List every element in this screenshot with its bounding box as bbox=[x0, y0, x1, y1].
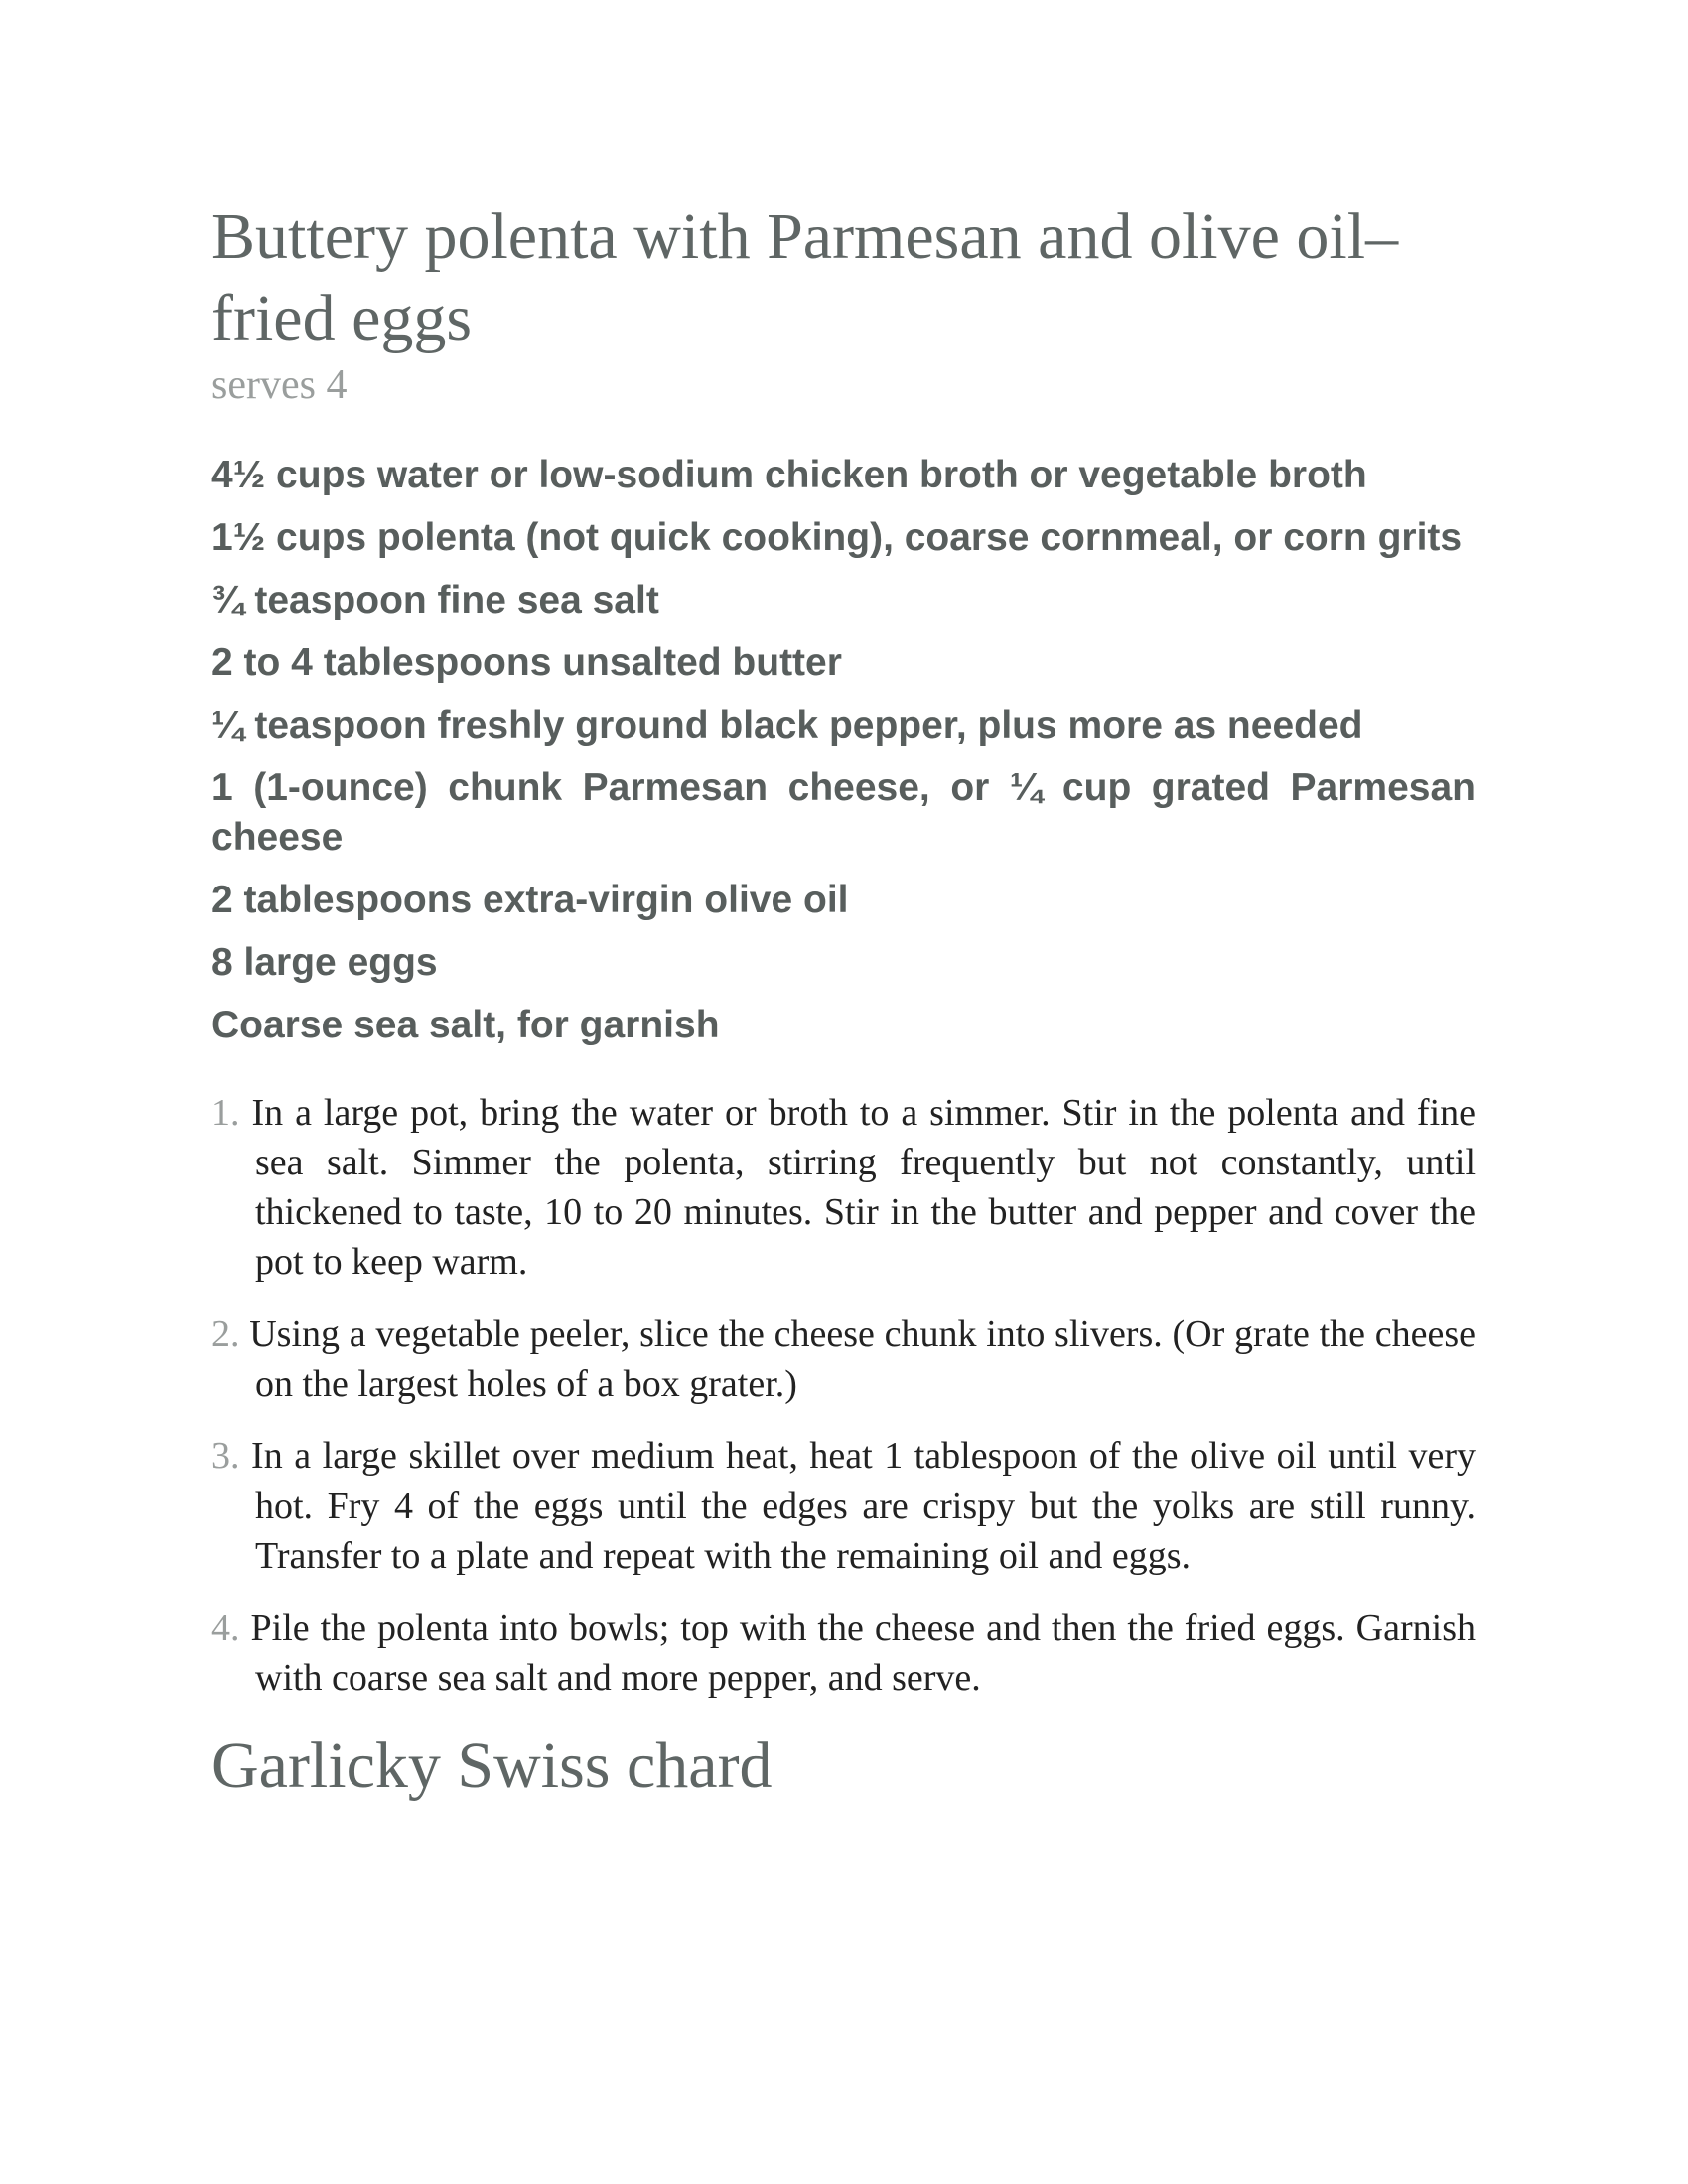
recipe-page bbox=[211, 197, 1476, 1807]
step-number: 3. bbox=[211, 1435, 240, 1477]
recipe-title: Buttery polenta with Parmesan and olive oil–fried eggs bbox=[211, 201, 1399, 354]
ingredient-item: ¾ teaspoon fine sea salt bbox=[211, 579, 659, 621]
ingredient-item: ¼ teaspoon freshly ground black pepper, plus more as needed bbox=[211, 704, 1363, 747]
step-text: In a large skillet over medium heat, heat 1 tablespoon of the olive oil until very hot. Fry 4 of the eggs until the edges are crispy but the yolks are still runny. Transfer to a plate and repeat with the remaining oil and eggs. bbox=[251, 1435, 1476, 1576]
ingredient-list bbox=[211, 451, 1476, 1050]
servings-label: serves 4 bbox=[211, 362, 348, 408]
next-recipe-title: Garlicky Swiss chard bbox=[211, 1729, 773, 1802]
ingredient-item: 1½ cups polenta (not quick cooking), coarse cornmeal, or corn grits bbox=[211, 516, 1463, 559]
ingredient-item: 4½ cups water or low-sodium chicken broth or vegetable broth bbox=[211, 454, 1367, 496]
instruction-step bbox=[211, 1603, 1476, 1703]
step-text: Using a vegetable peeler, slice the cheese chunk into slivers. (Or grate the cheese on the largest holes of a box grater.) bbox=[249, 1313, 1477, 1405]
step-text: In a large pot, bring the water or broth to a simmer. Stir in the polenta and fine sea salt. Simmer the polenta, stirring frequently but not constantly, until thickened to taste, 10 to 20 minutes. Stir in the butter and pepper and cover the pot to keep warm. bbox=[251, 1092, 1476, 1283]
ingredient-item: 2 to 4 tablespoons unsalted butter bbox=[211, 641, 842, 684]
instruction-step bbox=[211, 1088, 1476, 1287]
instruction-step bbox=[211, 1432, 1476, 1580]
ingredient-item: 1 (1-ounce) chunk Parmesan cheese, or ¼ cup grated Parmesan cheese bbox=[211, 766, 1476, 859]
step-text: Pile the polenta into bowls; top with the cheese and then the fried eggs. Garnish with coarse sea salt and more pepper, and serve. bbox=[250, 1607, 1476, 1699]
ingredient-item: 8 large eggs bbox=[211, 941, 438, 984]
instruction-step bbox=[211, 1309, 1476, 1409]
step-number: 4. bbox=[211, 1607, 240, 1649]
ingredient-item: Coarse sea salt, for garnish bbox=[211, 1004, 720, 1046]
ingredient-item: 2 tablespoons extra-virgin olive oil bbox=[211, 879, 849, 921]
instruction-list bbox=[211, 1088, 1476, 1703]
step-number: 1. bbox=[211, 1092, 240, 1134]
step-number: 2. bbox=[211, 1313, 240, 1355]
